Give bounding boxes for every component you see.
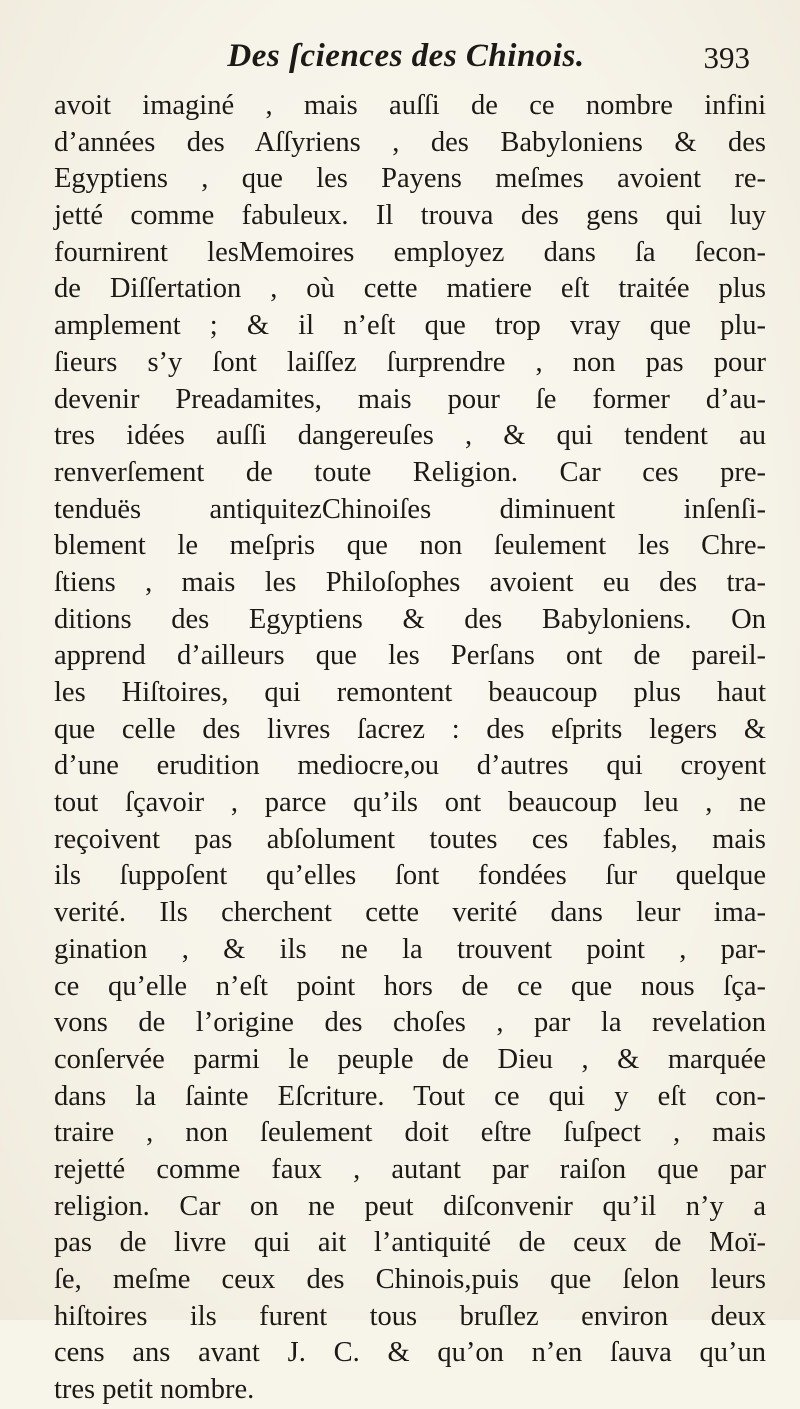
text-line: les Hiſtoires, qui remontent beaucoup plus haut — [54, 677, 766, 708]
text-line: gination , & ils ne la trouvent point , par- — [54, 933, 766, 965]
text-line: renverſement de toute Religion. Car ces pre- — [54, 456, 766, 488]
text-line: dans la ſainte Eſcriture. Tout ce qui y eſt con- — [54, 1080, 766, 1112]
text-line: apprend d’ailleurs que les Perſans ont de pareil- — [54, 640, 766, 672]
text-line: tenduës antiquitezChinoiſes diminuent inſenſi- — [54, 493, 766, 525]
text-line: devenir Preadamites, mais pour ſe former d’au- — [54, 383, 766, 415]
text-line: d’années des Aſſyriens , des Babyloniens & des — [54, 126, 766, 158]
body-text — [54, 88, 766, 1409]
text-line: avoit imaginé , mais auſſi de ce nombre infini — [54, 90, 766, 121]
text-line: ce qu’elle n’eſt point hors de ce que nous ſça- — [54, 970, 766, 1002]
text-line: traire , non ſeulement doit eſtre ſuſpect , mais — [54, 1117, 766, 1149]
text-line: amplement ; & il n’eſt que trop vray que plu- — [54, 310, 766, 342]
text-line: verité. Ils cherchent cette verité dans leur ima- — [54, 897, 766, 929]
text-line: conſervée parmi le peuple de Dieu , & marquée — [54, 1043, 766, 1075]
running-title: Des ſciences des Chinois. — [227, 38, 585, 74]
text-line: blement le meſpris que non ſeulement les Chre- — [54, 530, 766, 562]
text-line: ils ſuppoſent qu’elles ſont fondées ſur quelque — [54, 860, 766, 892]
page-number: 393 — [703, 40, 750, 75]
text-line: religion. Car on ne peut diſconvenir qu’il n’y a — [54, 1190, 766, 1222]
text-line: fournirent lesMemoires employez dans ſa ſecon- — [54, 236, 766, 268]
text-line: ditions des Egyptiens & des Babyloniens. On — [54, 603, 766, 635]
text-line: d’une erudition mediocre,ou d’autres qui croyent — [54, 750, 766, 782]
text-line: ſe, meſme ceux des Chinois,puis que ſelon leurs — [54, 1264, 766, 1295]
text-line: ſtiens , mais les Philoſophes avoient eu des tra- — [54, 566, 766, 598]
text-line: Egyptiens , que les Payens meſmes avoient re- — [54, 163, 766, 195]
text-line: tout ſçavoir , parce qu’ils ont beaucoup leu , ne — [54, 787, 766, 819]
text-line: tres idées auſſi dangereuſes , & qui tendent au — [54, 420, 766, 452]
text-line: que celle des livres ſacrez : des eſprits legers & — [54, 713, 766, 745]
text-line: tres petit nombre. — [54, 1374, 255, 1406]
text-line: hiſtoires ils furent tous bruſlez environ deux — [54, 1300, 766, 1332]
text-line: rejetté comme faux , autant par raiſon que par — [54, 1153, 766, 1185]
text-line: cens ans avant J. C. & qu’on n’en ſauva qu’un — [54, 1337, 766, 1369]
text-line: ſieurs s’y ſont laiſſez ſurprendre , non pas pour — [54, 346, 766, 378]
text-line: vons de l’origine des choſes , par la revelation — [54, 1007, 766, 1039]
text-line: jetté comme fabuleux. Il trouva des gens qui luy — [54, 200, 766, 232]
text-line: pas de livre qui ait l’antiquité de ceux de Moï- — [54, 1227, 766, 1259]
text-line: reçoivent pas abſolument toutes ces fables, mais — [54, 823, 766, 855]
page-header — [52, 38, 760, 86]
text-line: de Diſſertation , où cette matiere eſt traitée plus — [54, 273, 766, 305]
